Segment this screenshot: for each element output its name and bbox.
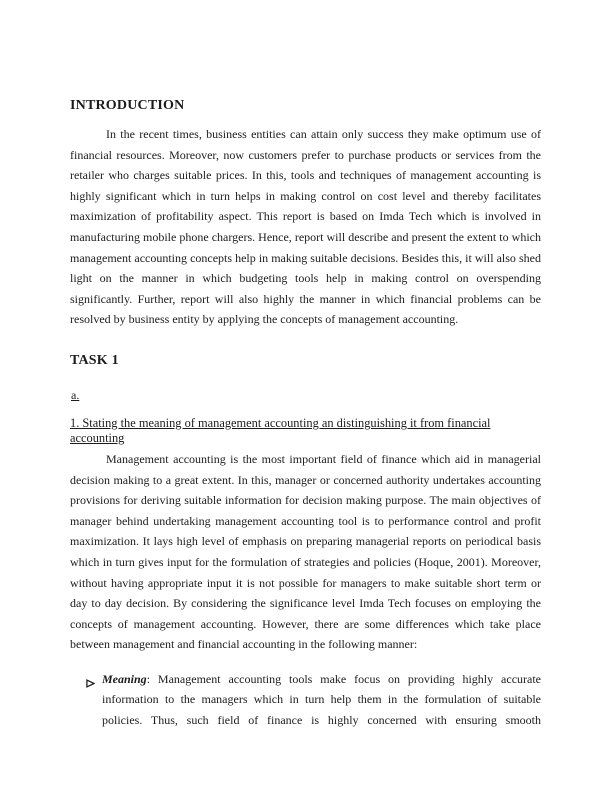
task1-heading: TASK 1 bbox=[70, 352, 119, 368]
introduction-paragraph: In the recent times, business entities can attain only success they make optimum use of financial resources. Moreover, now customers prefer to purchase products or services from the retailer who charges suitable prices. In this, tools and techniques of management accounting is highly significant which in turn helps in making control on cost level and thereby facilitates maximization of profitability aspect. This report is based on Imda Tech which is involved in manufacturing mobile phone chargers. Hence, report will describe and present the extent to which management accounting concepts help in making suitable decisions. Besides this, it will also shed light on the manner in which budgeting tools help in making control on overspending significantly. Further, report will also highly the manner in which financial problems can be resolved by business entity by applying the concepts of management accounting. bbox=[70, 127, 541, 327]
bullet-item-meaning bbox=[70, 669, 541, 731]
task1-bullet-list bbox=[70, 669, 541, 731]
task1-question-heading: 1. Stating the meaning of management accounting an distinguishing it from financial accounting bbox=[70, 415, 491, 445]
bullet-term: Meaning bbox=[102, 671, 147, 686]
task1-sub-label: a. bbox=[71, 387, 80, 402]
introduction-heading: INTRODUCTION bbox=[70, 98, 185, 113]
bullet-text: : Management accounting tools make focus on providing highly accurate information to the managers which in turn help them in the formulation of suitable policies. Thus, such field of finance is highly concerned with ensuring smooth bbox=[102, 671, 541, 728]
task1-paragraph: Management accounting is the most important field of finance which aid in managerial decision making to a great extent. In this, manager or concerned authority undertakes accounting provisions for deriving suitable information for decision making purpose. The main objectives of manager behind undertaking management accounting tool is to performance control and profit maximization. It lays high level of emphasis on preparing managerial reports on periodical basis which in turn gives input for the formulation of strategies and policies (Hoque, 2001). Moreover, without having appropriate input it is not possible for managers to make suitable short term or day to day decision. By considering the significance level Imda Tech focuses on employing the concepts of management accounting. However, there are some differences which take place between management and financial accounting in the following manner: bbox=[70, 451, 541, 652]
document-content bbox=[70, 97, 541, 731]
arrowhead-right-bullet-icon bbox=[86, 674, 95, 683]
